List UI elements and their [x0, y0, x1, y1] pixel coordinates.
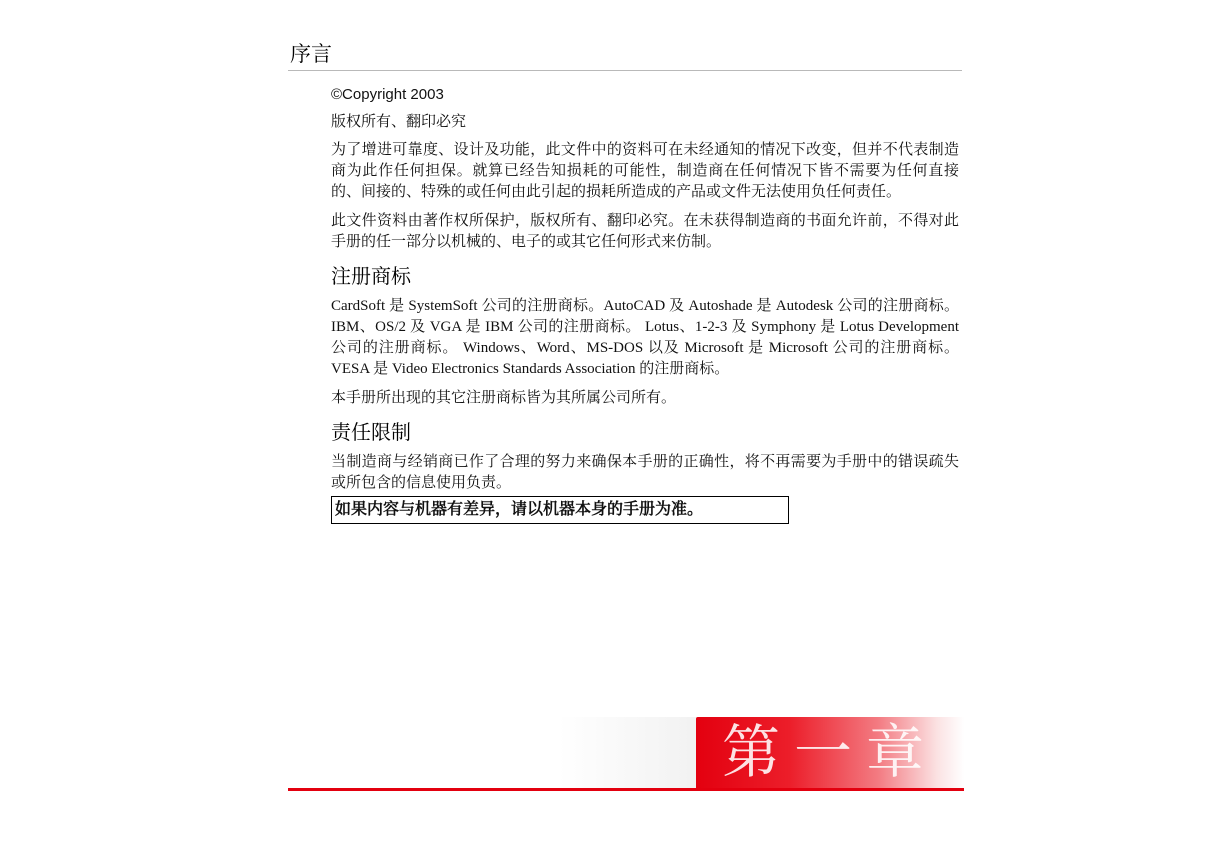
- chapter-title: 第一章: [722, 718, 939, 786]
- page-title: 序言: [290, 42, 332, 66]
- copyright-protection-paragraph: 此文件资料由著作权所保护，版权所有、翻印必究。在未获得制造商的书面允许前，不得对此手册的任一部分以机械的、电子的或其它任何形式来仿制。: [331, 213, 959, 250]
- copyright-notice: ©Copyright 2003: [331, 86, 444, 103]
- trademarks-paragraph: CardSoft 是 SystemSoft 公司的注册商标。AutoCAD 及 Autoshade 是 Autodesk 公司的注册商标。 IBM、OS/2 及 VGA 是 IBM 公司的注册商标。 Lotus、1-2-3 及 Symphony 是 Lotus Development 公司的注册商标。 Windows、Word、MS-DOS 以及 Microsoft 是 Microsoft 公司的注册商标。VESA 是 Video Electronics Standards Association 的注册商标。: [331, 298, 959, 377]
- rights-reserved: 版权所有、翻印必究: [331, 114, 467, 130]
- title-divider: [288, 70, 962, 71]
- chapter-banner: [288, 717, 964, 791]
- chapter-underline: [288, 788, 964, 791]
- liability-paragraph: 当制造商与经销商已作了合理的努力来确保本手册的正确性，将不再需要为手册中的错误疏失或所包含的信息使用负责。: [331, 454, 959, 491]
- disclaimer-paragraph: 为了增进可靠度、设计及功能，此文件中的资料可在未经通知的情况下改变，但并不代表制造商为此作任何担保。就算已经告知损耗的可能性，制造商在任何情况下皆不需要为任何直接的、间接的、特殊的或任何由此引起的损耗所造成的产品或文件无法使用负任何责任。: [331, 142, 959, 200]
- other-trademarks-paragraph: 本手册所出现的其它注册商标皆为其所属公司所有。: [331, 390, 677, 406]
- liability-heading: 责任限制: [331, 422, 411, 444]
- chapter-tab: [696, 717, 964, 789]
- preface-content: [331, 84, 959, 524]
- manual-notice-box: 如果内容与机器有差异，请以机器本身的手册为准。: [331, 496, 789, 524]
- trademarks-heading: 注册商标: [331, 266, 411, 288]
